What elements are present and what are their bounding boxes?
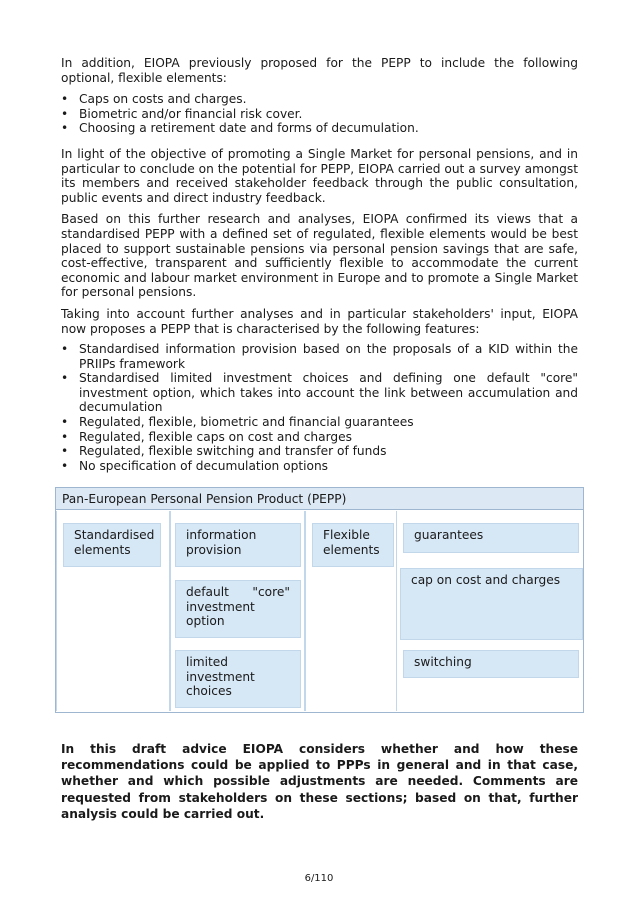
list-item: • Standardised limited investment choices and defining one default "core" investment option, which takes into account the link between accumulation and decumulation (61, 371, 578, 415)
limited-investment-choices-box: limited investment choices (175, 650, 301, 708)
page-body (61, 56, 578, 473)
pepp-diagram (55, 487, 584, 713)
flexible-elements-label: Flexible elements (312, 523, 394, 567)
list-item: • Standardised information provision based on the proposals of a KID within the PRIIPs framework (61, 342, 578, 371)
cost-charges-box: cap on cost and charges (400, 568, 583, 640)
list-item: • Regulated, flexible, biometric and financial guarantees (61, 415, 414, 430)
default-core-option-box: default "core" investment option (175, 580, 301, 638)
guarantees-box: guarantees (403, 523, 579, 553)
list-item: • Caps on costs and charges. (61, 92, 247, 107)
survey-paragraph: In light of the objective of promoting a Single Market for personal pensions, and in particular to conclude on the potential for PEPP, EIOPA carried out a survey amongst its members and received stakeholder feedback through the public consultation, public events and direct industry feedback. (61, 146, 578, 205)
list-item: • Choosing a retirement date and forms of decumulation. (61, 121, 419, 136)
information-provision-box: information provision (175, 523, 301, 567)
list-item: • No specification of decumulation options (61, 458, 329, 473)
page-number: 6/110 (304, 873, 334, 884)
features-list (61, 342, 578, 473)
diagram-title: Pan-European Personal Pension Product (PEPP) (56, 488, 583, 510)
optional-elements-list (61, 92, 578, 136)
confirmed-paragraph: Based on this further research and analyses, EIOPA confirmed its views that a standardised PEPP with a defined set of regulated, flexible elements would be best placed to support sustainable pensions via personal pension savings that are safe, cost-effective, transparent and sufficiently flexible to accommodate the current economic and labour market environment in Europe and to promote a Single Market for personal pensions. (61, 212, 578, 300)
intro-paragraph: In addition, EIOPA previously proposed for the PEPP to include the following optional, flexible elements: (61, 56, 578, 85)
switching-box: switching (403, 650, 579, 678)
closing-paragraph: In this draft advice EIOPA considers whether and how these recommendations could be applied to PPPs in general and in that case, whether and which possible adjustments are needed. Comments are requested from stakeholders on these sections; based on that, further analysis could be carried out. (61, 742, 578, 821)
features-paragraph: Taking into account further analyses and in particular stakeholders' input, EIOPA now proposes a PEPP that is characterised by the following features: (61, 306, 578, 336)
list-item: • Regulated, flexible caps on cost and charges (61, 429, 352, 444)
list-item: • Regulated, flexible switching and transfer of funds (61, 444, 387, 459)
list-item: • Biometric and/or financial risk cover. (61, 106, 303, 121)
standardised-elements-label: Standardised elements (63, 523, 161, 567)
